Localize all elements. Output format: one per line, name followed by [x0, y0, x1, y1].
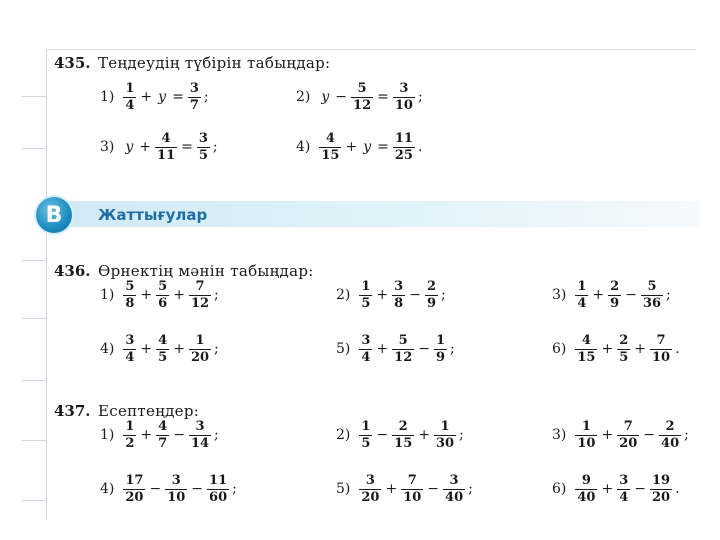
exercise-number: 437.	[54, 402, 91, 420]
fraction: $\frac{19}{20}$	[651, 473, 671, 505]
operator: +	[345, 139, 358, 156]
fraction: $\frac{1}{20}$	[190, 333, 210, 365]
fraction: $\frac{7}{12}$	[190, 279, 210, 311]
equation-item	[100, 82, 209, 112]
expression-item	[100, 334, 219, 364]
item-label: 3)	[100, 139, 115, 156]
operator: −	[643, 427, 656, 444]
fraction: $\frac{11}{25}$	[394, 131, 413, 163]
operator: −	[335, 89, 348, 106]
operator: +	[634, 341, 646, 358]
operator: −	[634, 481, 646, 498]
operator: +	[140, 341, 153, 358]
top-rule	[46, 49, 696, 50]
item-label: 1)	[100, 287, 115, 304]
fraction: $\frac{17}{20}$	[125, 473, 144, 505]
expression-item	[336, 420, 464, 450]
fraction: $\frac{3}{4}$	[619, 473, 629, 505]
fraction: $\frac{3}{4}$	[125, 333, 135, 365]
margin-tick	[22, 440, 46, 441]
operator: +	[376, 287, 389, 304]
fraction: $\frac{3}{10}$	[394, 81, 413, 113]
item-label: 5)	[336, 341, 351, 358]
expression-item	[336, 280, 446, 310]
operator: +	[385, 481, 398, 498]
terminator: ;	[450, 341, 455, 358]
fraction: $\frac{2}{15}$	[394, 419, 413, 451]
item-label: 6)	[552, 341, 567, 358]
fraction: $\frac{3}{40}$	[445, 473, 464, 505]
fraction: $\frac{4}{15}$	[321, 131, 340, 163]
variable: y	[363, 139, 372, 156]
terminator: .	[675, 481, 680, 498]
operator: −	[625, 287, 637, 304]
exercise-instruction: Теңдеудің түбірін табыңдар:	[98, 54, 331, 72]
operator: +	[173, 287, 185, 304]
fraction: $\frac{2}{5}$	[619, 333, 629, 365]
terminator: ;	[468, 481, 473, 498]
fraction: $\frac{3}{20}$	[361, 473, 380, 505]
section-badge-icon: B	[36, 197, 72, 233]
margin-rule	[46, 50, 47, 520]
fraction: $\frac{4}{7}$	[158, 419, 168, 451]
operator: −	[427, 481, 440, 498]
fraction: $\frac{3}{5}$	[198, 131, 208, 163]
expression-item	[552, 474, 680, 504]
exercise-number: 436.	[54, 262, 91, 280]
operator: +	[601, 481, 614, 498]
terminator: ;	[459, 427, 464, 444]
operator: −	[418, 341, 430, 358]
item-label: 3)	[552, 287, 567, 304]
equals-sign: =	[181, 139, 193, 156]
operator: −	[376, 427, 389, 444]
terminator: ;	[684, 427, 689, 444]
fraction: $\frac{9}{40}$	[577, 473, 596, 505]
variable: y	[158, 89, 167, 106]
fraction: $\frac{1}{2}$	[125, 419, 135, 451]
fraction: $\frac{1}{4}$	[125, 81, 135, 113]
fraction: $\frac{1}{4}$	[577, 279, 587, 311]
item-label: 4)	[100, 341, 115, 358]
operator: +	[376, 341, 389, 358]
terminator: ;	[440, 287, 446, 304]
margin-tick	[22, 318, 46, 319]
fraction: $\frac{3}{10}$	[167, 473, 186, 505]
fraction: $\frac{1}{5}$	[361, 279, 371, 311]
margin-tick	[22, 148, 46, 149]
expression-item	[336, 334, 455, 364]
fraction: $\frac{2}{9}$	[610, 279, 620, 311]
margin-tick	[22, 500, 46, 501]
expression-item	[552, 334, 680, 364]
operator: +	[173, 341, 185, 358]
item-label: 2)	[296, 89, 311, 106]
expression-item	[100, 474, 237, 504]
exercise-number: 435.	[54, 54, 91, 72]
variable: y	[321, 89, 330, 106]
expression-item	[552, 280, 671, 310]
fraction: $\frac{5}{12}$	[394, 333, 413, 365]
fraction: $\frac{1}{10}$	[577, 419, 596, 451]
equation-item	[296, 132, 422, 162]
fraction: $\frac{4}{15}$	[577, 333, 596, 365]
operator: −	[149, 481, 162, 498]
fraction: $\frac{7}{10}$	[651, 333, 671, 365]
operator: +	[140, 89, 153, 106]
item-label: 2)	[336, 287, 351, 304]
item-label: 2)	[336, 427, 351, 444]
operator: +	[418, 427, 430, 444]
section-title: Жаттығулар	[98, 206, 208, 224]
item-label: 3)	[552, 427, 567, 444]
terminator: .	[675, 341, 680, 358]
fraction: $\frac{4}{11}$	[157, 131, 176, 163]
operator: −	[173, 427, 185, 444]
terminator: ;	[214, 427, 219, 444]
item-label: 5)	[336, 481, 351, 498]
item-label: 4)	[100, 481, 115, 498]
fraction: $\frac{1}{5}$	[361, 419, 371, 451]
item-label: 1)	[100, 427, 115, 444]
expression-item	[336, 474, 473, 504]
fraction: $\frac{5}{6}$	[158, 279, 168, 311]
fraction: $\frac{3}{8}$	[394, 279, 404, 311]
fraction: $\frac{2}{9}$	[426, 279, 436, 311]
operator: +	[601, 341, 614, 358]
exercise-instruction: Есептеңдер:	[98, 402, 200, 420]
equals-sign: =	[172, 89, 184, 106]
terminator: ;	[214, 287, 219, 304]
terminator: .	[417, 139, 423, 156]
expression-item	[100, 280, 219, 310]
fraction: $\frac{7}{10}$	[403, 473, 422, 505]
operator: +	[592, 287, 605, 304]
equation-item	[100, 132, 218, 162]
fraction: $\frac{3}{4}$	[361, 333, 371, 365]
item-label: 1)	[100, 89, 115, 106]
terminator: ;	[203, 89, 209, 106]
fraction: $\frac{4}{5}$	[158, 333, 168, 365]
operator: +	[140, 427, 153, 444]
fraction: $\frac{5}{8}$	[125, 279, 135, 311]
fraction: $\frac{7}{20}$	[619, 419, 638, 451]
terminator: ;	[212, 139, 218, 156]
exercise-instruction: Өрнектің мәнін табыңдар:	[98, 262, 314, 280]
terminator: ;	[417, 89, 423, 106]
fraction: $\frac{5}{36}$	[642, 279, 662, 311]
margin-tick	[22, 260, 46, 261]
fraction: $\frac{1}{9}$	[435, 333, 446, 365]
terminator: ;	[666, 287, 671, 304]
equals-sign: =	[377, 89, 389, 106]
expression-item	[100, 420, 219, 450]
fraction: $\frac{5}{12}$	[353, 81, 372, 113]
expression-item	[552, 420, 689, 450]
terminator: ;	[214, 341, 219, 358]
operator: +	[601, 427, 614, 444]
section-banner	[36, 197, 700, 233]
margin-tick	[22, 380, 46, 381]
operator: +	[140, 287, 153, 304]
fraction: $\frac{3}{7}$	[189, 81, 199, 113]
equals-sign: =	[377, 139, 389, 156]
fraction: $\frac{3}{14}$	[190, 419, 210, 451]
operator: +	[139, 139, 152, 156]
margin-tick	[22, 96, 46, 97]
item-label: 6)	[552, 481, 567, 498]
operator: −	[409, 287, 421, 304]
operator: −	[191, 481, 204, 498]
fraction: $\frac{1}{30}$	[435, 419, 455, 451]
terminator: ;	[232, 481, 237, 498]
equation-item	[296, 82, 423, 112]
item-label: 4)	[296, 139, 311, 156]
fraction: $\frac{2}{40}$	[661, 419, 680, 451]
variable: y	[125, 139, 134, 156]
fraction: $\frac{11}{60}$	[209, 473, 228, 505]
